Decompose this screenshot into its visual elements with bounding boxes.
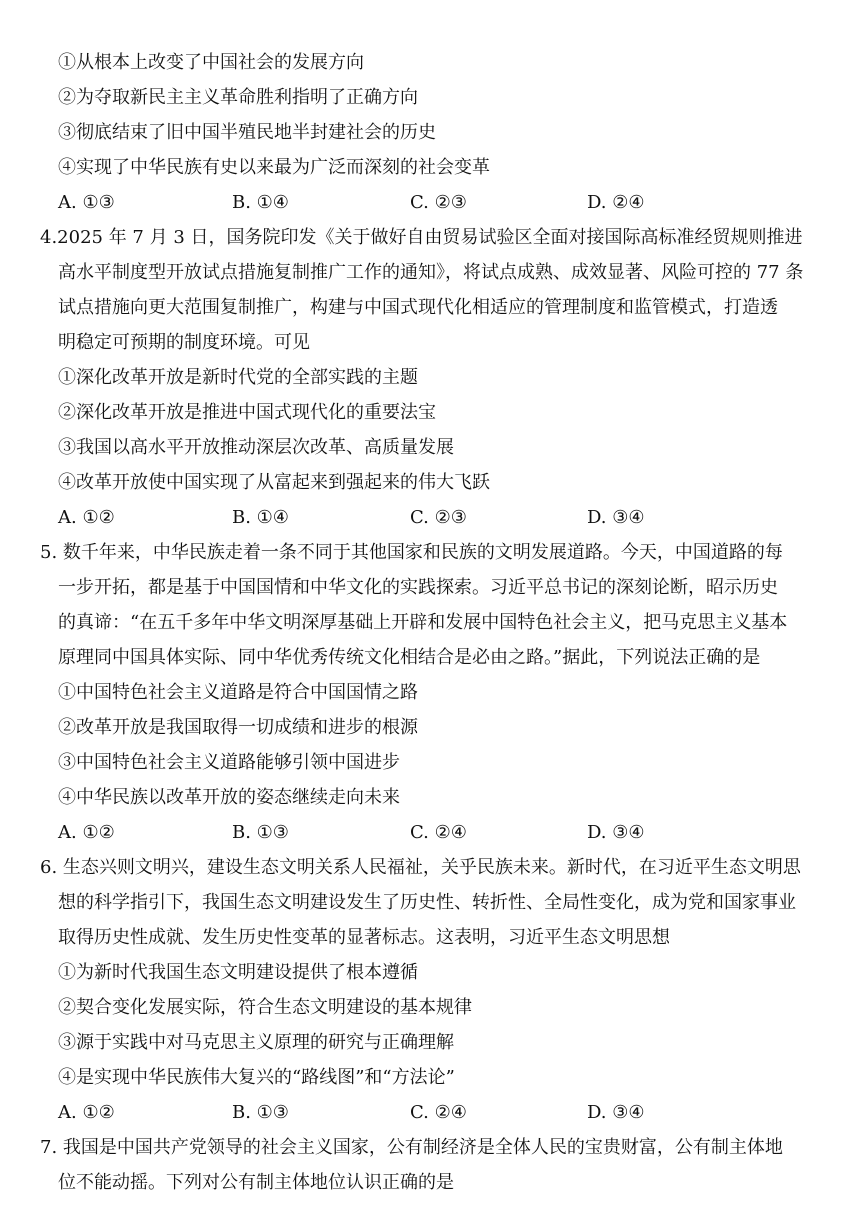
choice-c: C. ②③ bbox=[410, 507, 467, 528]
option-line: ①中国特色社会主义道路是符合中国国情之路 bbox=[58, 682, 418, 703]
answer-choices bbox=[40, 500, 827, 535]
choice-b: B. ①③ bbox=[232, 822, 289, 843]
option-line: ③中国特色社会主义道路能够引领中国进步 bbox=[58, 752, 400, 773]
choice-d: D. ②④ bbox=[587, 192, 645, 213]
choice-d: D. ③④ bbox=[587, 822, 645, 843]
choice-a: A. ①② bbox=[58, 507, 115, 528]
question-6 bbox=[40, 850, 827, 1130]
question-text-line: 5. 数千年来，中华民族走着一条不同于其他国家和民族的文明发展道路。今天，中国道路的每 bbox=[40, 542, 783, 563]
question-text-line: 取得历史性成就、发生历史性变革的显著标志。这表明，习近平生态文明思想 bbox=[58, 927, 670, 948]
question-text-line: 位不能动摇。下列对公有制主体地位认识正确的是 bbox=[58, 1172, 454, 1193]
option-line: ③彻底结束了旧中国半殖民地半封建社会的历史 bbox=[58, 122, 436, 143]
choice-c: C. ②③ bbox=[410, 192, 467, 213]
option-line: ①从根本上改变了中国社会的发展方向 bbox=[58, 52, 364, 73]
choice-a: A. ①② bbox=[58, 1102, 115, 1123]
question-5 bbox=[40, 535, 827, 850]
option-line: ②改革开放是我国取得一切成绩和进步的根源 bbox=[58, 717, 418, 738]
choice-a: A. ①③ bbox=[58, 192, 115, 213]
question-7 bbox=[40, 1130, 827, 1200]
question-text-line: 一步开拓，都是基于中国国情和中华文化的实践探索。习近平总书记的深刻论断，昭示历史 bbox=[58, 577, 778, 598]
option-line: ④中华民族以改革开放的姿态继续走向未来 bbox=[58, 787, 400, 808]
choice-b: B. ①④ bbox=[232, 192, 289, 213]
option-line: ③源于实践中对马克思主义原理的研究与正确理解 bbox=[58, 1032, 454, 1053]
choice-d: D. ③④ bbox=[587, 507, 645, 528]
option-line: ③我国以高水平开放推动深层次改革、高质量发展 bbox=[58, 437, 454, 458]
question-4 bbox=[40, 220, 827, 535]
option-line: ②契合变化发展实际，符合生态文明建设的基本规律 bbox=[58, 997, 472, 1018]
option-line: ①深化改革开放是新时代党的全部实践的主题 bbox=[58, 367, 418, 388]
question-text-line: 高水平制度型开放试点措施复制推广工作的通知》，将试点成熟、成效显著、风险可控的 77 条 bbox=[58, 262, 804, 283]
answer-choices bbox=[40, 1095, 827, 1130]
choice-c: C. ②④ bbox=[410, 822, 467, 843]
answer-choices bbox=[40, 815, 827, 850]
question-text-line: 的真谛：“在五千多年中华文明深厚基础上开辟和发展中国特色社会主义，把马克思主义基本 bbox=[58, 612, 788, 633]
choice-c: C. ②④ bbox=[410, 1102, 467, 1123]
choice-b: B. ①④ bbox=[232, 507, 289, 528]
option-line: ④改革开放使中国实现了从富起来到强起来的伟大飞跃 bbox=[58, 472, 490, 493]
choice-d: D. ③④ bbox=[587, 1102, 645, 1123]
question-text-line: 7. 我国是中国共产党领导的社会主义国家，公有制经济是全体人民的宝贵财富，公有制主体地 bbox=[40, 1137, 783, 1158]
choice-a: A. ①② bbox=[58, 822, 115, 843]
option-line: ④是实现中华民族伟大复兴的“路线图”和“方法论” bbox=[58, 1067, 455, 1088]
question-text-line: 试点措施向更大范围复制推广，构建与中国式现代化相适应的管理制度和监管模式，打造透 bbox=[58, 297, 778, 318]
question-3-block bbox=[40, 45, 827, 220]
option-line: ②为夺取新民主主义革命胜利指明了正确方向 bbox=[58, 87, 418, 108]
question-text-line: 想的科学指引下，我国生态文明建设发生了历史性、转折性、全局性变化，成为党和国家事业 bbox=[58, 892, 796, 913]
question-text-line: 6. 生态兴则文明兴，建设生态文明关系人民福祉，关乎民族未来。新时代，在习近平生态文明思 bbox=[40, 857, 801, 878]
choice-b: B. ①③ bbox=[232, 1102, 289, 1123]
option-line: ④实现了中华民族有史以来最为广泛而深刻的社会变革 bbox=[58, 157, 490, 178]
question-text-line: 4.2025 年 7 月 3 日，国务院印发《关于做好自由贸易试验区全面对接国际高标准经贸规则推进 bbox=[40, 227, 803, 248]
answer-choices bbox=[40, 185, 827, 220]
question-text-line: 明稳定可预期的制度环境。可见 bbox=[58, 332, 310, 353]
option-line: ②深化改革开放是推进中国式现代化的重要法宝 bbox=[58, 402, 436, 423]
option-line: ①为新时代我国生态文明建设提供了根本遵循 bbox=[58, 962, 418, 983]
question-text-line: 原理同中国具体实际、同中华优秀传统文化相结合是必由之路。”据此，下列说法正确的是 bbox=[58, 647, 761, 668]
